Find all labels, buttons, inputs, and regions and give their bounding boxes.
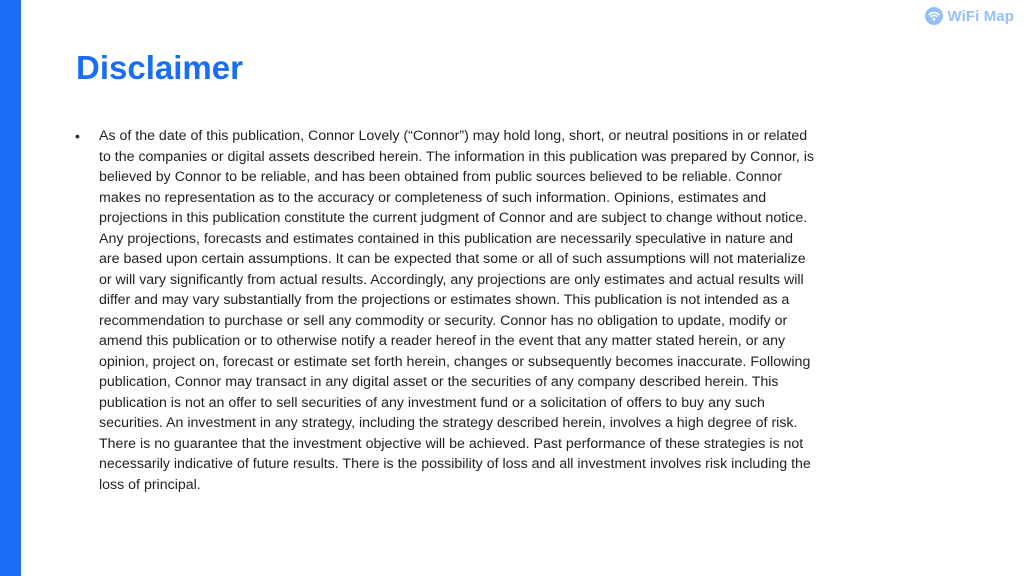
- disclaimer-list: [75, 126, 815, 495]
- logo-text: WiFi Map: [947, 7, 1014, 25]
- bullet-icon: •: [75, 128, 80, 144]
- disclaimer-text: As of the date of this publication, Connor Lovely (“Connor”) may hold long, short, or neutral positions in or related to the companies or digital assets described herein. The information in this publication was prepared by Connor, is believed by Connor to be reliable, and has been obtained from public sources believed to be reliable. Connor makes no representation as to the accuracy or completeness of such information. Opinions, estimates and projections in this publication constitute the current judgment of Connor and are subject to change without notice. Any projections, forecasts and estimates contained in this publication are necessarily speculative in nature and are based upon certain assumptions. It can be expected that some or all of such assumptions will not materialize or will vary significantly from actual results. Accordingly, any projections are only estimates and actual results will differ and may vary substantially from the projections or estimates shown. This publication is not intended as a recommendation to purchase or sell any commodity or security. Connor has no obligation to update, modify or amend this publication or to otherwise notify a reader hereof in the event that any matter stated herein, or any opinion, project on, forecast or estimate set forth herein, changes or subsequently becomes inaccurate. Following publication, Connor may transact in any digital asset or the securities of any company described herein. This publication is not an offer to sell securities of any investment fund or a solicitation of offers to buy any such securities. An investment in any strategy, including the strategy described herein, involves a high degree of risk. There is no guarantee that the investment objective will be achieved. Past performance of these strategies is not necessarily indicative of future results. There is the possibility of loss and all investment involves risk including the loss of principal.: [99, 128, 815, 493]
- disclaimer-bullet: [75, 126, 815, 495]
- left-accent-bar: [0, 0, 21, 576]
- page-title: Disclaimer: [76, 49, 243, 86]
- wifi-map-logo: [924, 6, 1015, 26]
- wifi-pin-icon: [924, 6, 944, 26]
